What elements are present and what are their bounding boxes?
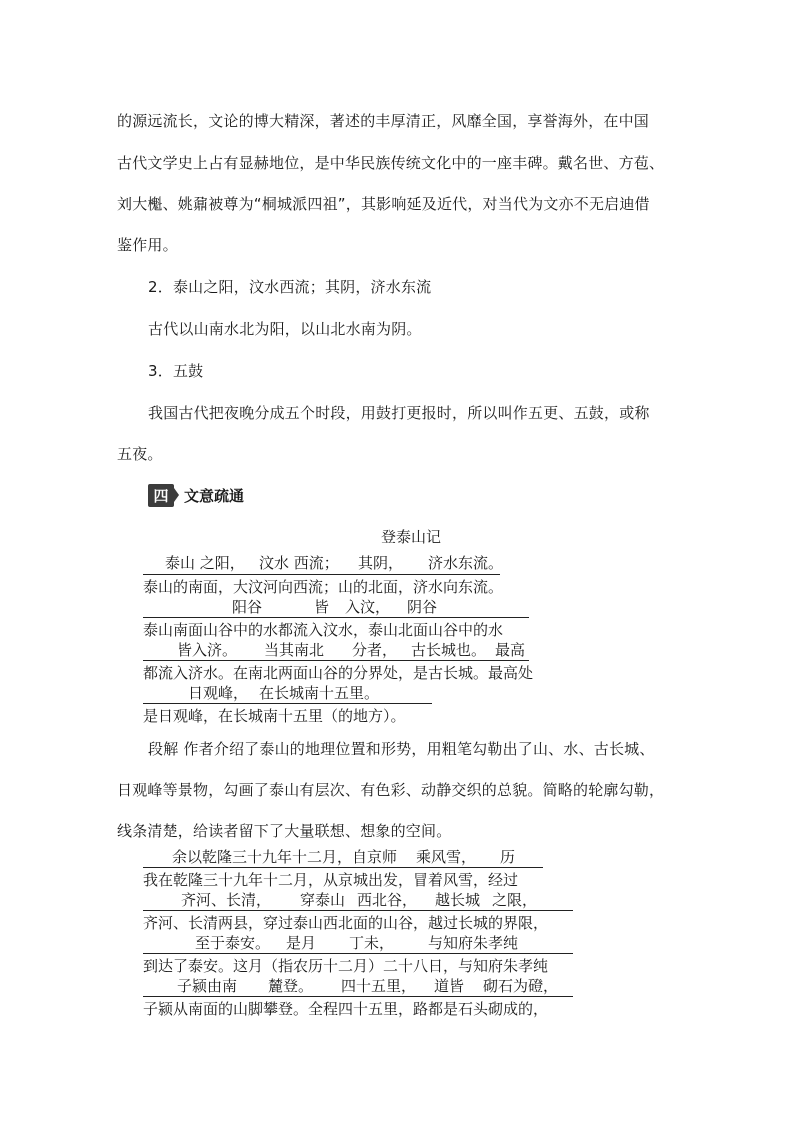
analysis-line-3: 线条清楚，给读者留下了大量联想、想象的空间。 (117, 822, 452, 840)
intro-paragraph-line-1: 的源远流长，文论的博大精深，著述的丰厚清正，风靡全国，享誉海外，在中国 (117, 112, 650, 130)
original-text-1a: 泰山 之阳， (165, 554, 245, 572)
original-text-8a: 子颍由南 (177, 977, 238, 995)
section-number-badge: 四 (148, 484, 174, 507)
original-text-3b: 当其南北 (264, 641, 325, 659)
intro-paragraph-line-2: 古代文学史上占有显赫地位，是中华民族传统文化中的一座丰碑。戴名世、方苞、 (117, 154, 665, 172)
item-2-title: 2．泰山之阳，汶水西流；其阴，济水东流 (148, 278, 432, 296)
underline (143, 910, 573, 911)
original-text-3d: 古长城也。 (411, 641, 487, 659)
original-text-8b: 麓登。 (268, 977, 314, 995)
passage-title: 登泰山记 (381, 528, 442, 546)
analysis-line-2: 日观峰等景物，勾画了泰山有层次、有色彩、动静交织的总貌。简略的轮廓勾勒， (117, 781, 665, 799)
translation-line-4: 是日观峰，在长城南十五里（的地方）。 (143, 707, 406, 725)
original-text-6b: 穿泰山 (300, 891, 346, 909)
original-text-4a: 日观峰， (188, 684, 249, 702)
translation-line-3: 都流入济水。在南北两面山谷的分界处，是古长城。最高处 (143, 664, 534, 682)
original-text-8d: 道皆 (434, 977, 465, 995)
translation-line-1: 泰山的南面，大汶河向西流；山的北面，济水向东流。 (143, 578, 504, 596)
original-text-6a: 齐河、长清， (181, 891, 272, 909)
original-text-6e: 之限， (492, 891, 538, 909)
original-text-8e: 砌石为磴， (483, 977, 559, 995)
underline (143, 617, 529, 618)
item-2-body: 古代以山南水北为阳，以山北水南为阴。 (148, 320, 422, 338)
underline (143, 574, 500, 575)
original-text-7c: 丁未， (349, 934, 395, 952)
translation-line-8: 子颍从南面的山脚攀登。全程四十五里，路都是石头砌成的， (143, 1000, 549, 1018)
underline (143, 660, 529, 661)
original-text-1d: 济水东流。 (428, 554, 504, 572)
original-text-1c: 其阴， (358, 554, 404, 572)
underline (143, 996, 573, 997)
translation-line-7: 到达了泰安。这月（指农历十二月）二十八日，与知府朱孝纯 (143, 957, 549, 975)
translation-line-5: 我在乾隆三十九年十二月，从京城出发，冒着风雪，经过 (143, 871, 519, 889)
original-text-2c: 入汶， (345, 598, 391, 616)
original-text-1b: 汶水 西流； (259, 554, 339, 572)
original-text-7a: 至于泰安。 (195, 934, 271, 952)
original-text-5b: 乘风雪， (416, 848, 477, 866)
original-text-6d: 越长城 (435, 891, 481, 909)
original-text-8c: 四十五里， (341, 977, 417, 995)
analysis-line-1: 段解 作者介绍了泰山的地理位置和形势，用粗笔勾勒出了山、水、古长城、 (148, 740, 655, 758)
original-text-7b: 是月 (286, 934, 317, 952)
section-title: 文意疏通 (184, 487, 245, 505)
underline (143, 867, 543, 868)
original-text-5a: 余以乾隆三十九年十二月，自京师 (172, 848, 398, 866)
original-text-5c: 历 (500, 848, 516, 866)
original-text-7d: 与知府朱孝纯 (428, 934, 519, 952)
item-3-body-line-2: 五夜。 (117, 445, 163, 463)
original-text-3e: 最高 (495, 641, 526, 659)
original-text-4b: 在长城南十五里。 (259, 684, 380, 702)
original-text-2d: 阴谷 (407, 598, 438, 616)
intro-paragraph-line-4: 鉴作用。 (117, 236, 178, 254)
item-3-body-line-1: 我国古代把夜晚分成五个时段，用鼓打更报时，所以叫作五更、五鼓，或称 (148, 404, 650, 422)
translation-line-6: 齐河、长清两县，穿过泰山西北面的山谷，越过长城的界限， (143, 914, 549, 932)
original-text-3a: 皆入济。 (177, 641, 238, 659)
item-3-title: 3．五鼓 (148, 362, 204, 380)
underline (143, 953, 573, 954)
original-text-6c: 西北谷， (357, 891, 418, 909)
original-text-2b: 皆 (314, 598, 330, 616)
original-text-3c: 分者， (352, 641, 398, 659)
underline (143, 703, 432, 704)
section-heading (148, 484, 244, 507)
intro-paragraph-line-3: 刘大櫆、姚鼐被尊为“桐城派四祖”，其影响延及近代，对当代为文亦不无启迪借 (117, 195, 650, 213)
translation-line-2: 泰山南面山谷中的水都流入汶水，泰山北面山谷中的水 (143, 621, 504, 639)
original-text-2a: 阳谷 (232, 598, 263, 616)
